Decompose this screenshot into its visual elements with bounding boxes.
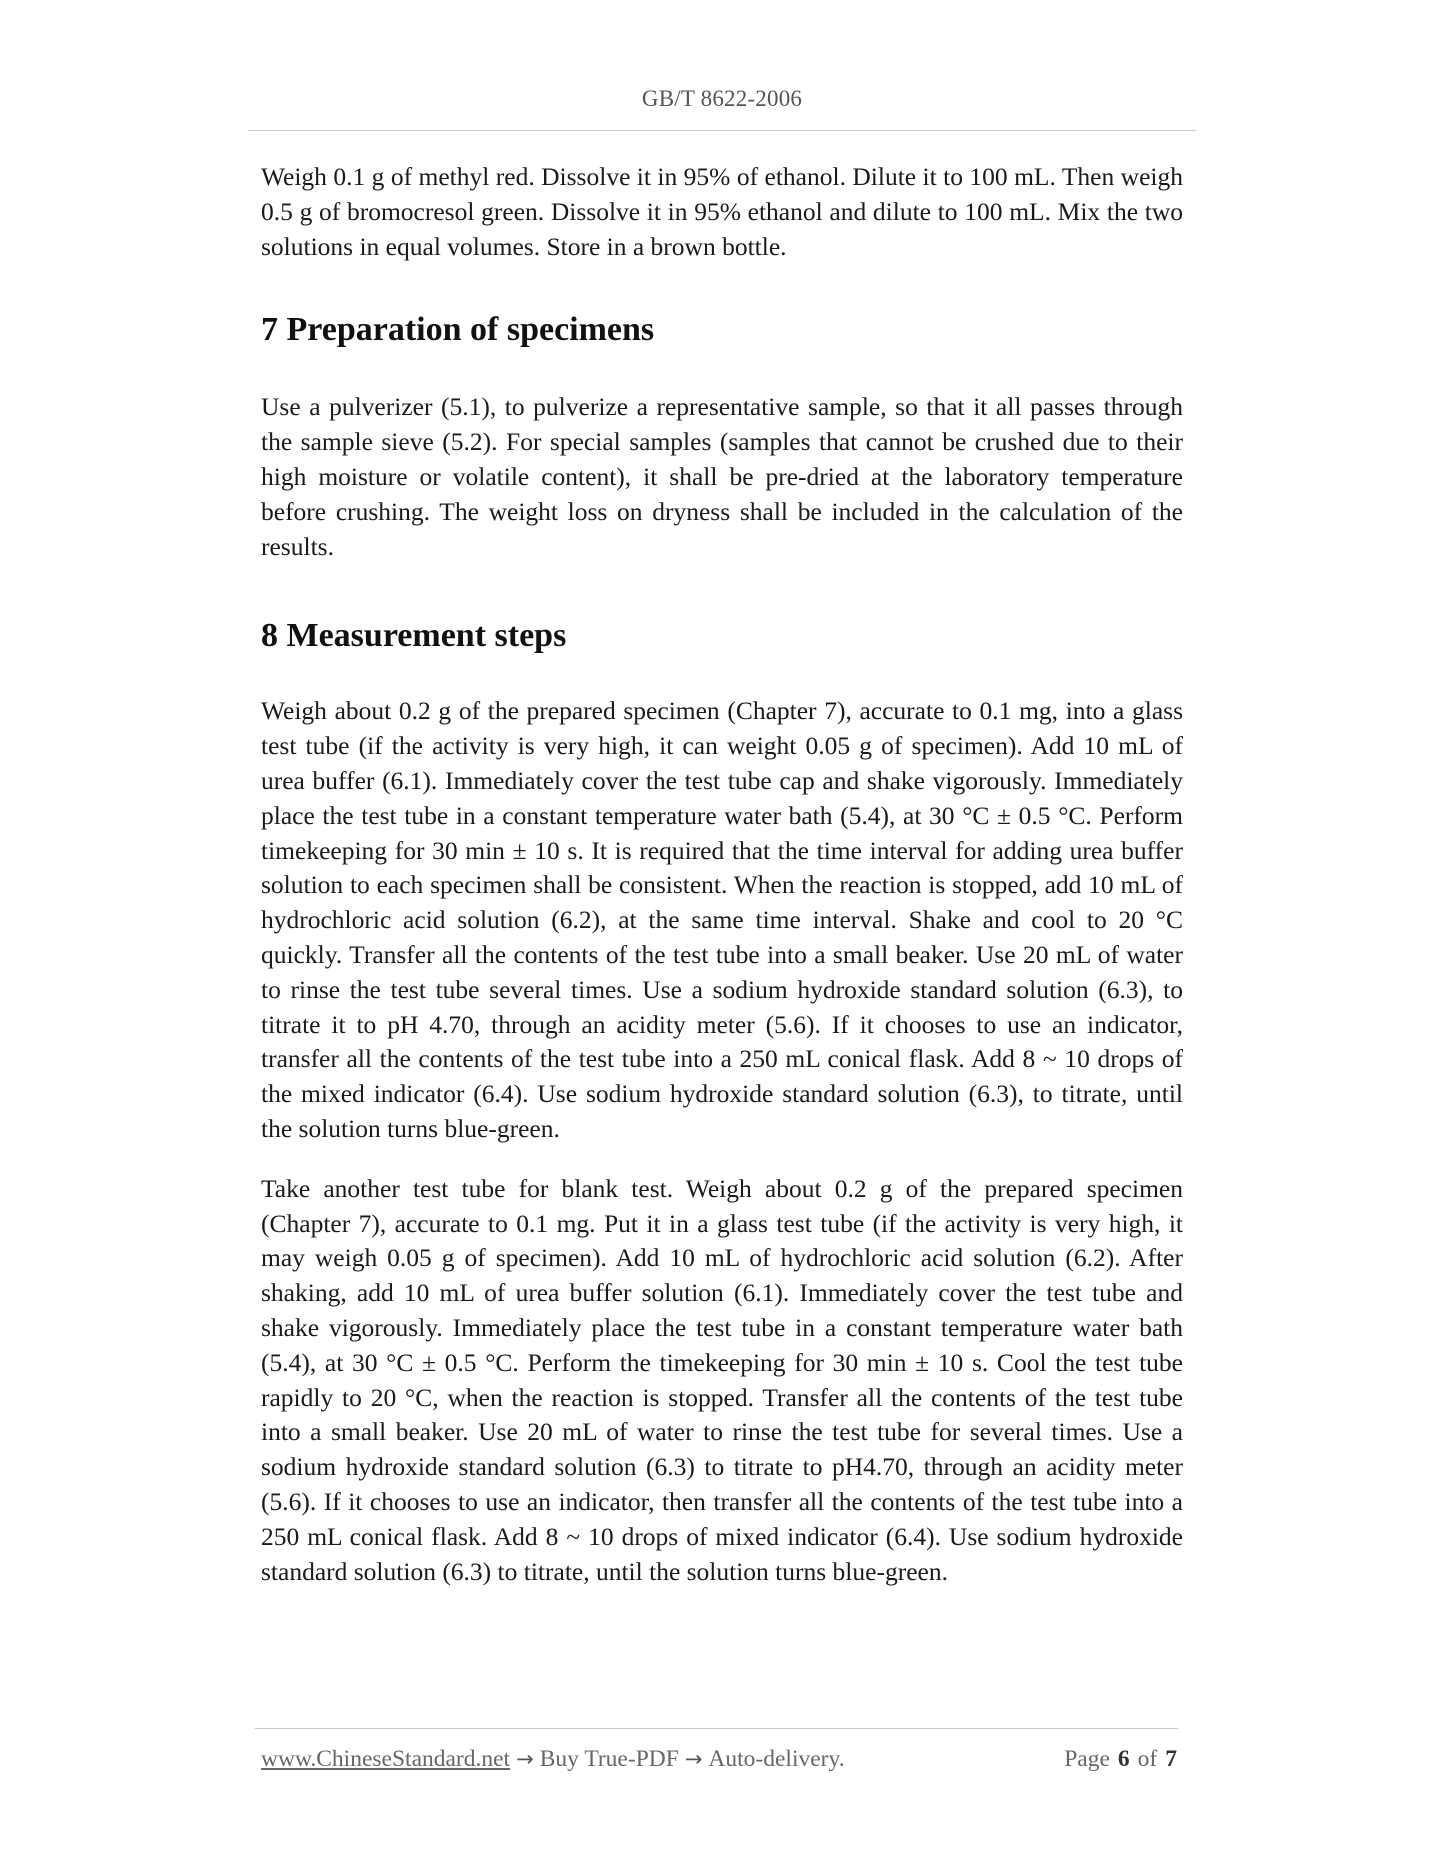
- section-8-paragraph-1: Weigh about 0.2 g of the prepared specimen (Chapter 7), accurate to 0.1 mg, into a glass test tube (if the activity is very high, it can weight 0.05 g of specimen). Add 10 mL of urea buffer (6.1). Immediately cover the test tube cap and shake vigorously. Immediately place the test tube in a constant temperature water bath (5.4), at 30 °C ± 0.5 °C. Perform timekeeping for 30 min ± 10 s. It is required that the time interval for adding urea buffer solution to each specimen shall be consistent. When the reaction is stopped, add 10 mL of hydrochloric acid solution (6.2), at the same time interval. Shake and cool to 20 °C quickly. Transfer all the contents of the test tube into a small beaker. Use 20 mL of water to rinse the test tube several times. Use a sodium hydroxide standard solution (6.3), to titrate it to pH 4.70, through an acidity meter (5.6). If it chooses to use an indicator, transfer all the contents of the test tube into a 250 mL conical flask. Add 8 ~ 10 drops of the mixed indicator (6.4). Use sodium hydroxide standard solution (6.3), to titrate, until the solution turns blue-green.: [261, 696, 1183, 1143]
- of-label: of: [1137, 1746, 1158, 1772]
- page-number: [1064, 1746, 1177, 1773]
- page-footer: [261, 1746, 1177, 1773]
- auto-delivery-text: Auto-delivery.: [708, 1746, 845, 1772]
- section-8-heading: 8 Measurement steps: [261, 617, 567, 655]
- total-pages-number: 7: [1165, 1746, 1177, 1772]
- current-page-number: 6: [1117, 1746, 1130, 1772]
- footer-promo: [261, 1746, 845, 1773]
- buy-true-pdf-text: Buy True-PDF: [539, 1746, 679, 1772]
- indicator-preparation-paragraph: Weigh 0.1 g of methyl red. Dissolve it in 95% of ethanol. Dilute it to 100 mL. Then weigh 0.5 g of bromocresol green. Dissolve it in 95% ethanol and dilute to 100 mL. Mix the two solutions in equal volumes. Store in a brown bottle.: [261, 162, 1183, 261]
- document-code-header: GB/T 8622-2006: [641, 86, 803, 111]
- page-label: Page: [1064, 1746, 1110, 1772]
- header-divider: [248, 130, 1196, 131]
- section-8-paragraph-2: Take another test tube for blank test. Weigh about 0.2 g of the prepared specimen (Chapter 7), accurate to 0.1 mg. Put it in a glass test tube (if the activity is very high, it may weigh 0.05 g of specimen). Add 10 mL of hydrochloric acid solution (6.2). After shaking, add 10 mL of urea buffer solution (6.1). Immediately cover the test tube and shake vigorously. Immediately place the test tube in a constant temperature water bath (5.4), at 30 °C ± 0.5 °C. Perform the timekeeping for 30 min ± 10 s. Cool the test tube rapidly to 20 °C, when the reaction is stopped. Transfer all the contents of the test tube into a small beaker. Use 20 mL of water to rinse the test tube for several times. Use a sodium hydroxide standard solution (6.3) to titrate to pH4.70, through an acidity meter (5.6). If it chooses to use an indicator, then transfer all the contents of the test tube into a 250 mL conical flask. Add 8 ~ 10 drops of mixed indicator (6.4). Use sodium hydroxide standard solution (6.3) to titrate, until the solution turns blue-green.: [261, 1173, 1183, 1586]
- arrow-right-icon: →: [516, 1747, 534, 1771]
- footer-divider: [255, 1728, 1178, 1729]
- section-7-heading: 7 Preparation of specimens: [261, 311, 655, 349]
- chinesestandard-site-link[interactable]: www.ChineseStandard.net: [261, 1746, 511, 1772]
- section-7-paragraph: Use a pulverizer (5.1), to pulverize a representative sample, so that it all passes through the sample sieve (5.2). For special samples (samples that cannot be crushed due to their high moisture or volatile content), it shall be pre-dried at the laboratory temperature before crushing. The weight loss on dryness shall be included in the calculation of the results.: [261, 392, 1183, 561]
- document-body: [261, 160, 1183, 1589]
- arrow-right-icon: →: [684, 1747, 703, 1771]
